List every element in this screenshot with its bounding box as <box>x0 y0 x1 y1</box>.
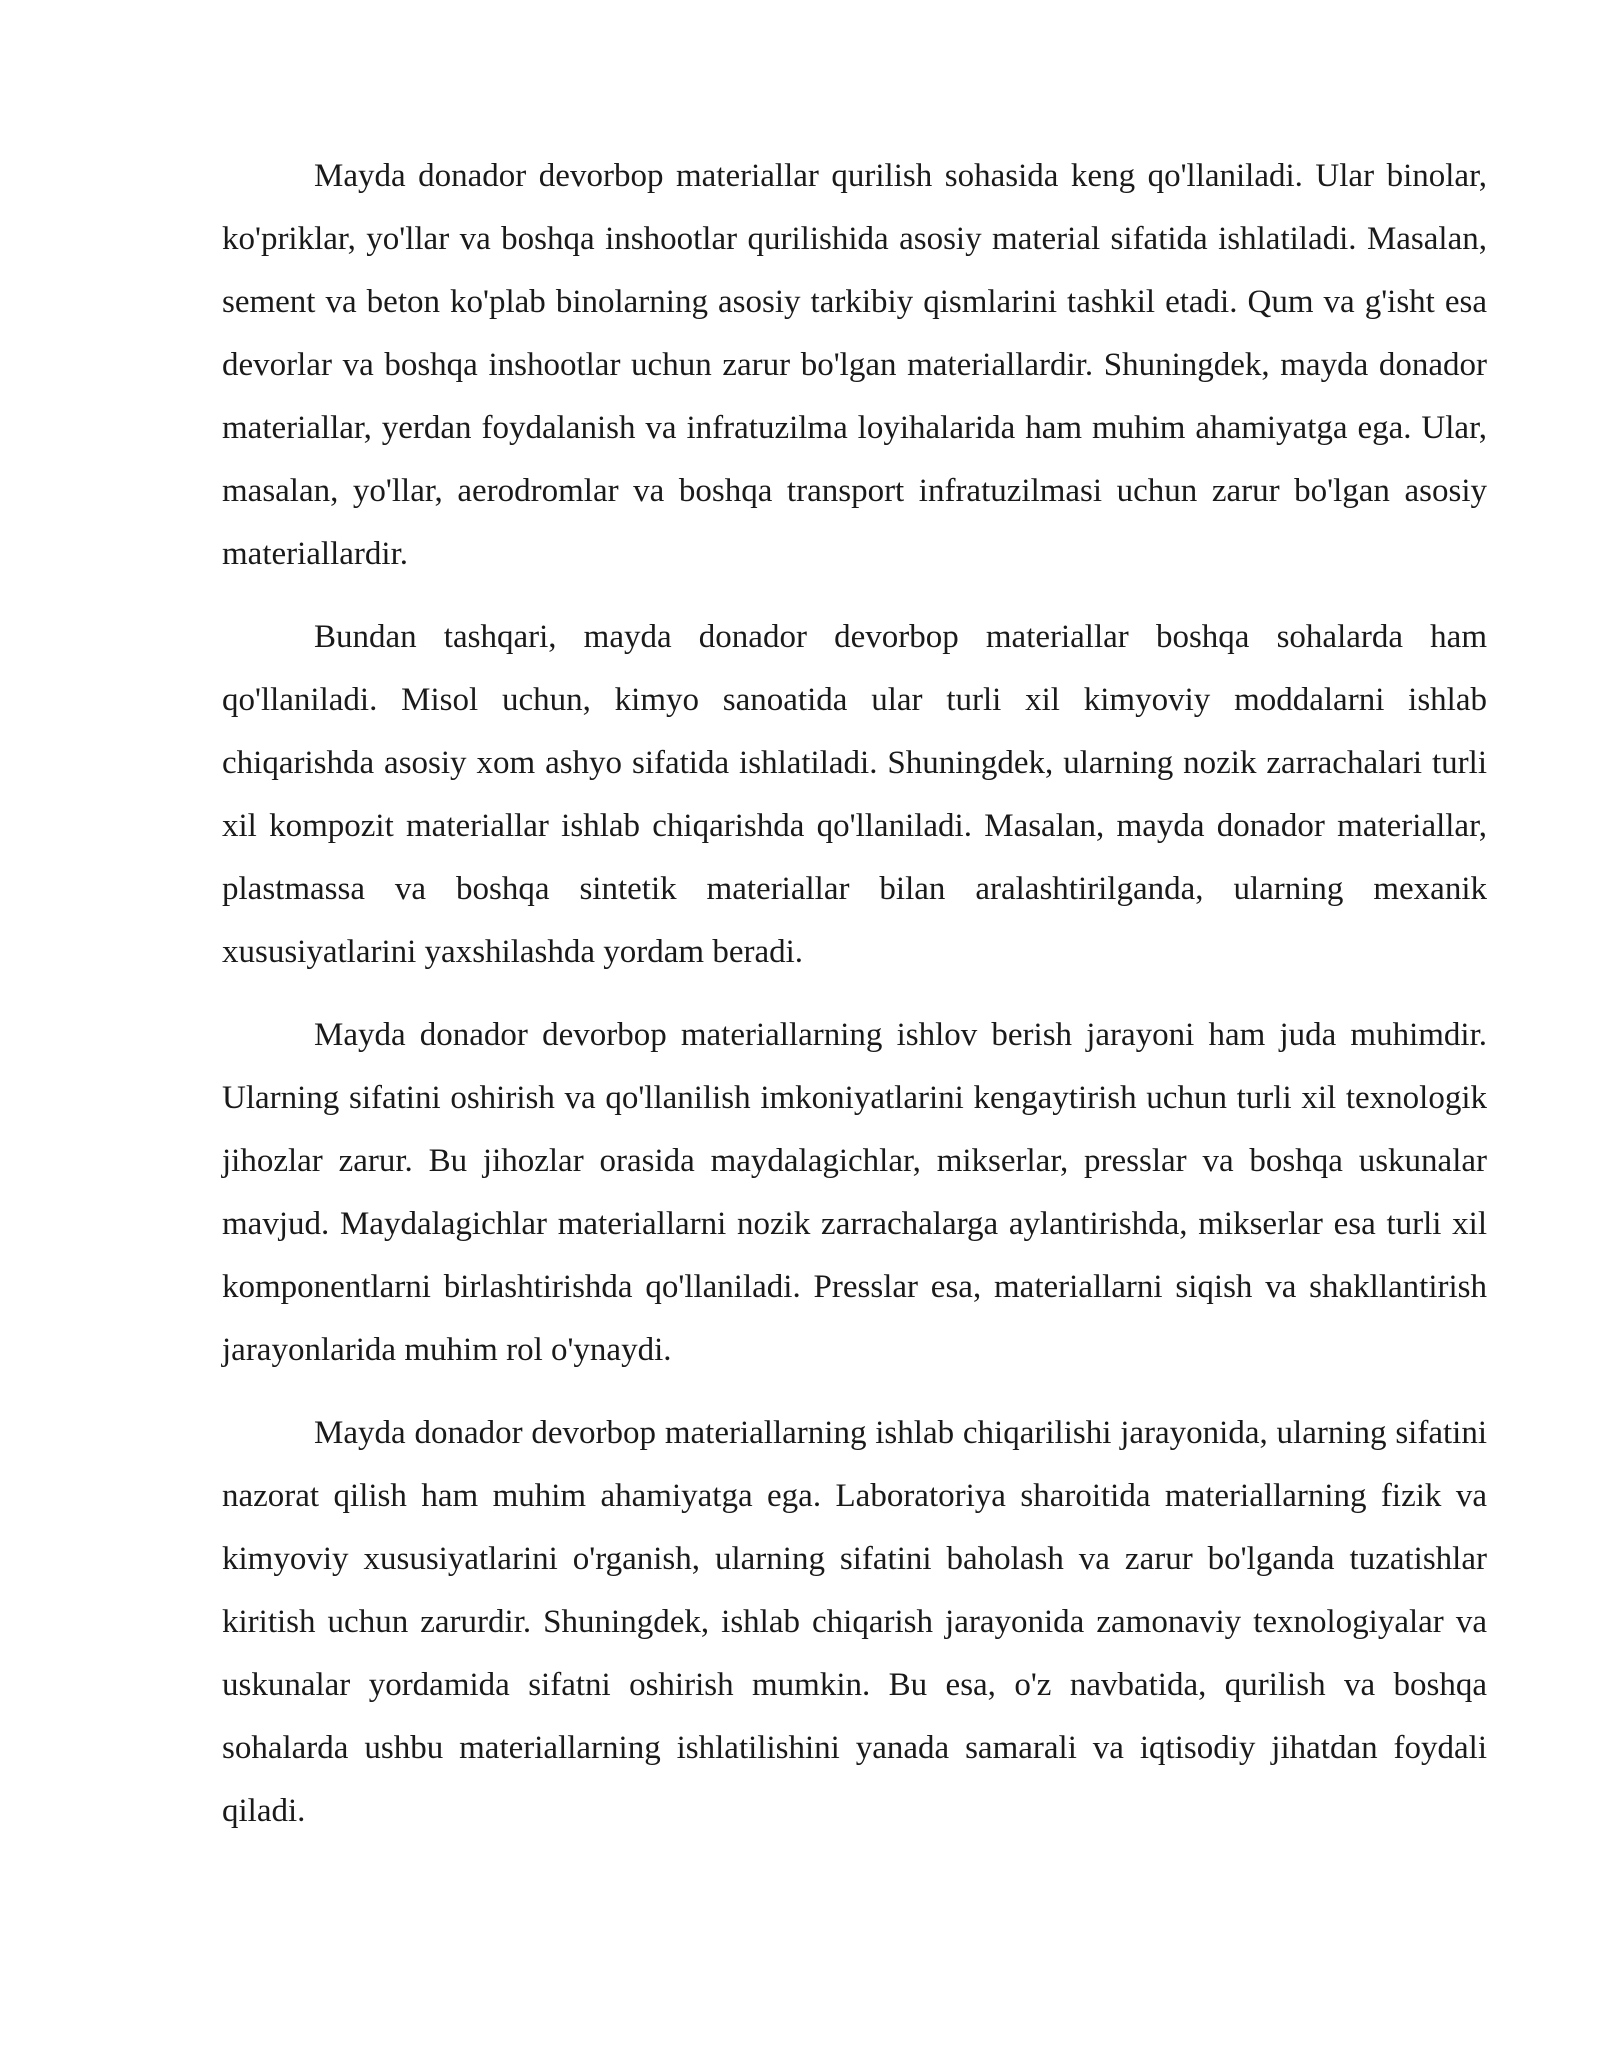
paragraph-2: Bundan tashqari, mayda donador devorbop materiallar boshqa sohalarda ham qo'llaniladi. Misol uchun, kimyo sanoatida ular turli xil kimyoviy moddalarni ishlab chiqarishda asosiy xom ashyo sifatida ishlatiladi. Shuningdek, ularning nozik zarrachalari turli xil kompozit materiallar ishlab chiqarishda qo'llaniladi. Masalan, mayda donador materiallar, plastmassa va boshqa sintetik materiallar bilan aralashtirilganda, ularning mexanik xususiyatlarini yaxshilashda yordam beradi. <box>222 619 1487 970</box>
paragraph-1: Mayda donador devorbop materiallar qurilish sohasida keng qo'llaniladi. Ular binolar, ko'priklar, yo'llar va boshqa inshootlar qurilishida asosiy material sifatida ishlatiladi. Masalan, sement va beton ko'plab binolarning asosiy tarkibiy qismlarini tashkil etadi. Qum va g'isht esa devorlar va boshqa inshootlar uchun zarur bo'lgan materiallardir. Shuningdek, mayda donador materiallar, yerdan foydalanish va infratuzilma loyihalarida ham muhim ahamiyatga ega. Ular, masalan, yo'llar, aerodromlar va boshqa transport infratuzilmasi uchun zarur bo'lgan asosiy materiallardir. <box>222 158 1487 572</box>
paragraph-4: Mayda donador devorbop materiallarning ishlab chiqarilishi jarayonida, ularning sifatini nazorat qilish ham muhim ahamiyatga ega. Laboratoriya sharoitida materiallarning fizik va kimyoviy xususiyatlarini o'rganish, ularning sifatini baholash va zarur bo'lganda tuzatishlar kiritish uchun zarurdir. Shuningdek, ishlab chiqarish jarayonida zamonaviy texnologiyalar va uskunalar yordamida sifatni oshirish mumkin. Bu esa, o'z navbatida, qurilish va boshqa sohalarda ushbu materiallarning ishlatilishini yanada samarali va iqtisodiy jihatdan foydali qiladi. <box>222 1415 1487 1829</box>
paragraph-3: Mayda donador devorbop materiallarning ishlov berish jarayoni ham juda muhimdir. Ularning sifatini oshirish va qo'llanilish imkoniyatlarini kengaytirish uchun turli xil texnologik jihozlar zarur. Bu jihozlar orasida maydalagichlar, mikserlar, presslar va boshqa uskunalar mavjud. Maydalagichlar materiallarni nozik zarrachalarga aylantirishda, mikserlar esa turli xil komponentlarni birlashtirishda qo'llaniladi. Presslar esa, materiallarni siqish va shakllantirish jarayonlarida muhim rol o'ynaydi. <box>222 1017 1487 1368</box>
document-body <box>222 145 1487 1863</box>
